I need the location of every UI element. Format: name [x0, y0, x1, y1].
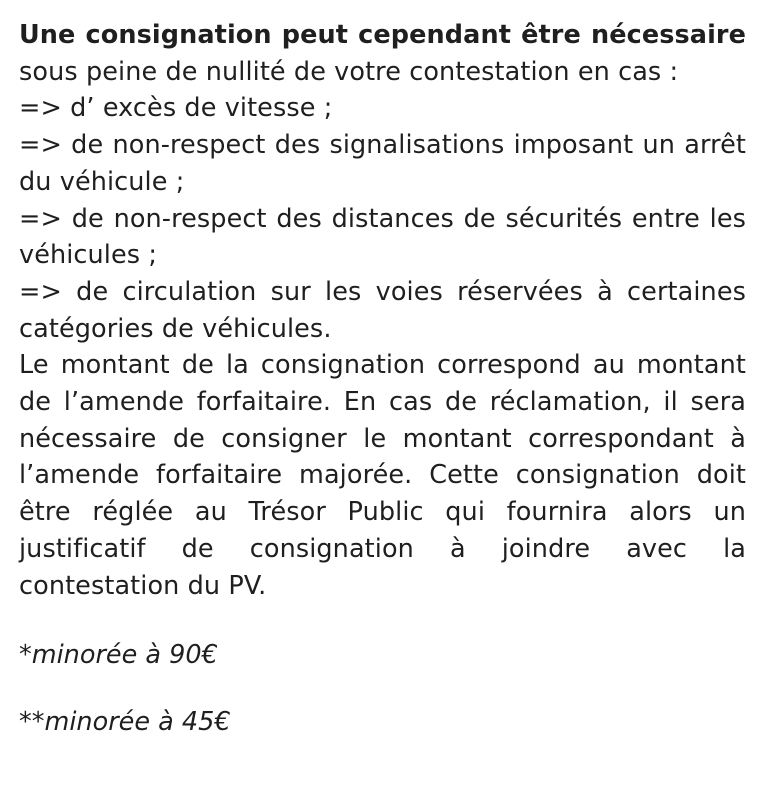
case-item: => de circulation sur les voies réservées à certaines catégories de véhicules.: [19, 276, 746, 344]
consignation-paragraph: Le montant de la consignation correspond au montant de l’amende forfaitaire. En cas de réclamation, il sera nécessaire de consigner le montant correspondant à l’amende forfaitaire majorée. Cette consignation doit être réglée au Trésor Public qui fournira alors un justificatif de consignation à joindre avec la contestation du PV.: [19, 350, 746, 601]
intro-paragraph: [19, 17, 746, 90]
footnotes: [19, 637, 746, 740]
main-text: [19, 17, 746, 604]
case-item: => de non-respect des distances de sécurités entre les véhicules ;: [19, 203, 746, 271]
intro-bold-lead: Une consignation peut cependant être nécessaire: [19, 20, 746, 50]
intro-rest: sous peine de nullité de votre contestation en cas :: [19, 56, 679, 87]
case-item: => d’ excès de vitesse ;: [19, 93, 333, 124]
document-page: [19, 17, 746, 771]
footnote: *minorée à 90€: [19, 640, 218, 671]
footnote: **minorée à 45€: [19, 706, 231, 737]
case-item: => de non-respect des signalisations imposant un arrêt du véhicule ;: [19, 130, 746, 197]
